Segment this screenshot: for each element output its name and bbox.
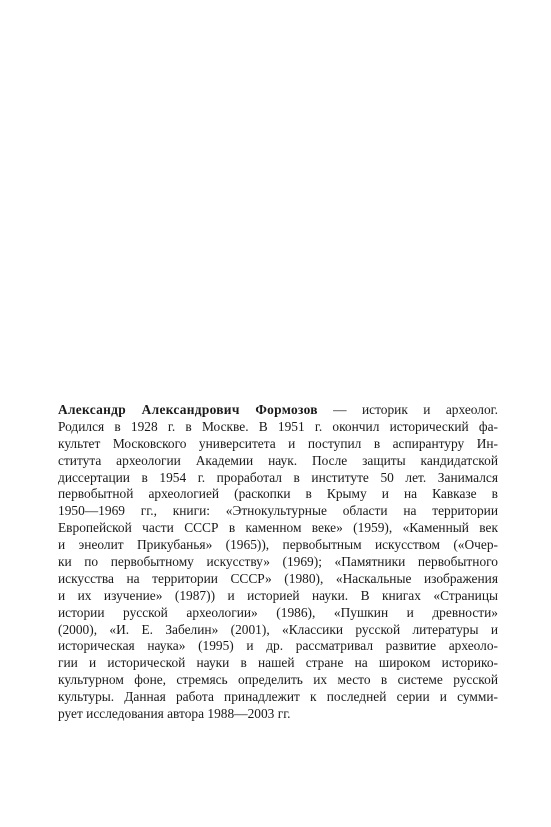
bio-line: рует исследования автора 1988—2003 гг. (58, 706, 291, 722)
bio-line: искусства на территории СССР» (1980), «Наскальные изображения (58, 570, 498, 586)
bio-line: культурном фоне, стремясь определить их место в системе русской (58, 672, 498, 688)
bio-line: культет Московского университета и поступил в аспирантуру Ин- (58, 435, 498, 451)
bio-line: (2000), «И. Е. Забелин» (2001), «Классики русской литературы и (58, 621, 498, 637)
author-name: Александр Александрович Формозов (58, 402, 318, 417)
bio-line: ки по первобытному искусству» (1969); «Памятники первобытного (58, 554, 498, 570)
bio-line: ститута археологии Академии наук. После защиты кандидатской (58, 452, 498, 468)
bio-line: первобытной археологией (раскопки в Крыму и на Кавказе в (58, 486, 498, 502)
bio-line: Родился в 1928 г. в Москве. В 1951 г. окончил исторический фа- (58, 418, 498, 434)
bio-line: истории русской археологии» (1986), «Пушкин и древности» (58, 604, 498, 620)
bio-line: и энеолит Прикубанья» (1965)), первобытным искусством («Очер- (58, 537, 498, 553)
bio-line-text: — историк и археолог. (317, 402, 498, 417)
bio-line (58, 402, 498, 419)
author-bio (58, 402, 498, 723)
bio-line: культуры. Данная работа принадлежит к последней серии и сумми- (58, 689, 498, 705)
bio-line: диссертации в 1954 г. проработал в институте 50 лет. Занимался (58, 469, 498, 485)
bio-line: историческая наука» (1995) и др. рассматривал развитие археоло- (58, 638, 498, 654)
bio-line: и их изучение» (1987)) и историей науки. В книгах «Страницы (58, 587, 498, 603)
bio-line: гии и исторической науки в нашей стране на широком историко- (58, 655, 498, 671)
bio-line: 1950—1969 гг., книги: «Этнокультурные области на территории (58, 503, 498, 519)
bio-line: Европейской части СССР в каменном веке» (1959), «Каменный век (58, 520, 498, 536)
